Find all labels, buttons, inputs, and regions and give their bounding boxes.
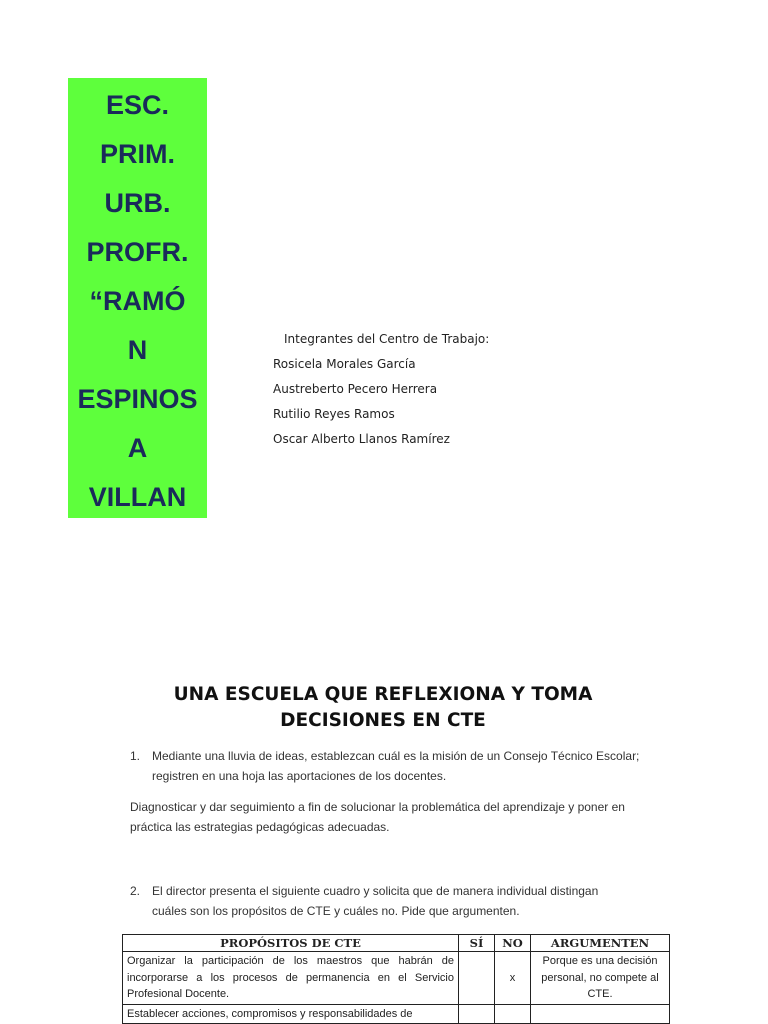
item-1-line: Mediante una lluvia de ideas, establezcan cuál es la misión de un Consejo Técnico Escolar;	[152, 749, 640, 763]
school-name-line: ESC.	[105, 90, 170, 120]
school-name-line: “RAMÓ	[89, 286, 186, 316]
argument-cell: Porque es una decisión personal, no compete al CTE.	[531, 952, 670, 1005]
member-name: Rutilio Reyes Ramos	[273, 407, 395, 421]
member-name: Austreberto Pecero Herrera	[273, 382, 438, 396]
document-title-line: DECISIONES EN CTE	[280, 710, 486, 731]
column-header-no: NO	[495, 935, 531, 952]
answer-1-text	[130, 797, 670, 837]
school-name	[68, 78, 207, 518]
item-1-number: 1.	[130, 749, 141, 763]
member-name: Rosicela Morales García	[273, 357, 416, 371]
no-cell	[495, 1004, 531, 1024]
member-name: Oscar Alberto Llanos Ramírez	[273, 432, 450, 446]
answer-1-line: práctica las estrategias pedagógicas adecuadas.	[130, 820, 390, 834]
item-1-text	[152, 746, 672, 786]
yes-cell	[459, 952, 495, 1005]
column-header-argue: ARGUMENTEN	[531, 935, 670, 952]
item-1-line: registren en una hoja las aportaciones de los docentes.	[152, 769, 447, 783]
school-name-line: ESPINOS	[77, 384, 198, 414]
column-header-purposes: PROPÓSITOS DE CTE	[123, 935, 459, 952]
school-name-box	[68, 78, 207, 518]
school-name-line: PRIM.	[99, 139, 175, 169]
column-header-yes: SÍ	[459, 935, 495, 952]
school-name-line: PROFR.	[86, 237, 189, 267]
table-header-row	[123, 935, 670, 952]
school-name-line: A	[127, 433, 148, 463]
item-2-line: cuáles son los propósitos de CTE y cuáles no. Pide que argumenten.	[152, 904, 520, 918]
members-list	[273, 330, 489, 455]
item-2-text	[152, 881, 672, 921]
purpose-cell: Establecer acciones, compromisos y responsabilidades de	[123, 1004, 459, 1024]
school-name-line: N	[127, 335, 148, 365]
yes-cell	[459, 1004, 495, 1024]
item-2-number: 2.	[130, 884, 141, 898]
answer-1-line: Diagnosticar y dar seguimiento a fin de solucionar la problemática del aprendizaje y poner en	[130, 800, 625, 814]
members-heading: Integrantes del Centro de Trabajo:	[284, 332, 490, 346]
item-2-line: El director presenta el siguiente cuadro y solicita que de manera individual distingan	[152, 884, 599, 898]
purposes-table	[122, 934, 670, 1024]
argument-cell	[531, 1004, 670, 1024]
document-title-line: UNA ESCUELA QUE REFLEXIONA Y TOMA	[173, 684, 593, 705]
school-name-line: VILLAN	[88, 482, 187, 512]
table-row	[123, 952, 670, 1005]
school-name-line: URB.	[104, 188, 171, 218]
document-title	[130, 682, 636, 734]
table-row	[123, 1004, 670, 1024]
purpose-cell: Organizar la participación de los maestros que habrán de incorporarse a los procesos de permanencia en el Servicio Profesional Docente.	[123, 952, 459, 1005]
no-cell: x	[495, 952, 531, 1005]
